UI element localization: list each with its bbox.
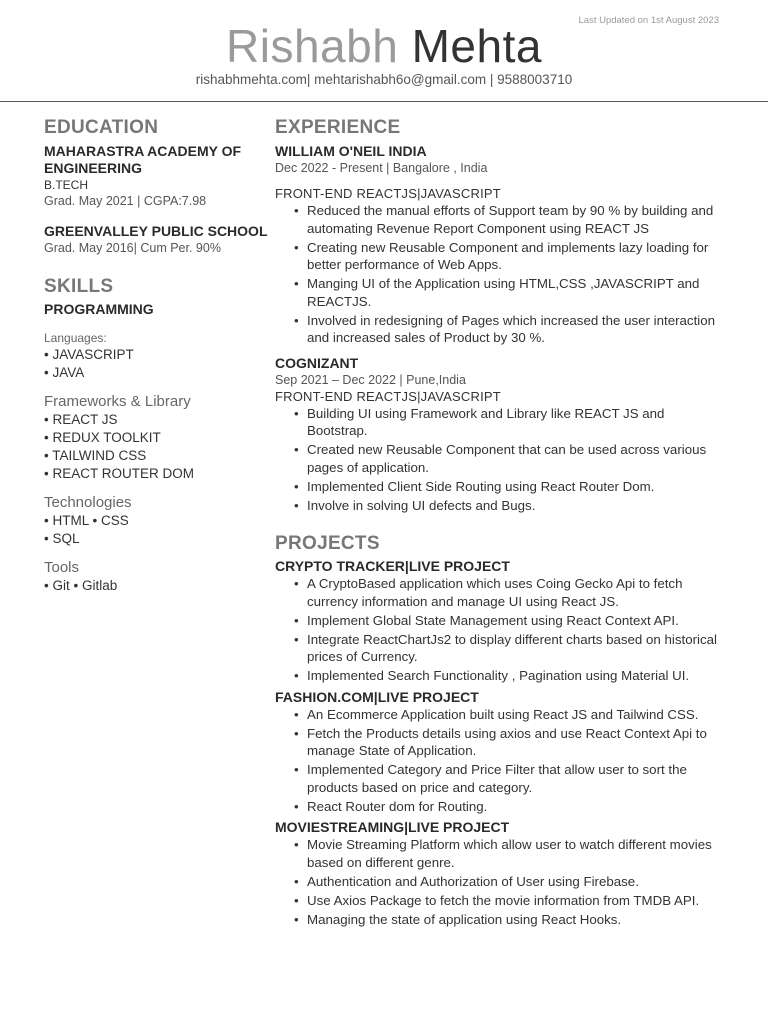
skills-title: SKILLS	[44, 276, 114, 297]
frameworks-label: Frameworks & Library	[44, 393, 191, 410]
list-item: • REACT ROUTER DOM	[44, 466, 194, 481]
job-role: FRONT-END REACTJS|JAVASCRIPT	[275, 186, 501, 201]
education-item	[44, 143, 269, 210]
education-detail: Grad. May 2021 | CGPA:7.98	[44, 194, 207, 208]
list-item: • TAILWIND CSS	[44, 448, 147, 463]
projects-title: PROJECTS	[275, 533, 380, 554]
list-item: • REDUX TOOLKIT	[44, 430, 161, 445]
technologies-label: Technologies	[44, 494, 132, 511]
list-item: • An Ecommerce Application built using React JS and Tailwind CSS.	[307, 706, 725, 724]
languages-label: Languages:	[44, 331, 107, 345]
list-item: • Manging UI of the Application using HTML,CSS ,JAVASCRIPT and REACTJS.	[307, 275, 725, 310]
list-item: • Created new Reusable Component that can be used across various pages of application.	[307, 441, 725, 476]
job-bullets	[275, 202, 725, 347]
project-entry	[275, 689, 725, 816]
job-dates: Dec 2022 - Present | Bangalore , India	[275, 161, 488, 175]
job-bullets	[275, 405, 725, 515]
company-name: COGNIZANT	[275, 354, 359, 371]
school-name: MAHARASTRA ACADEMY OF ENGINEERING	[44, 143, 242, 176]
right-column	[275, 116, 725, 930]
education-title: EDUCATION	[44, 117, 159, 138]
project-bullets	[275, 706, 725, 816]
left-column	[44, 116, 269, 595]
list-item: • HTML • CSS	[44, 513, 129, 528]
list-item: • JAVA	[44, 365, 85, 380]
project-name: MOVIESTREAMING|LIVE PROJECT	[275, 819, 510, 835]
education-detail: Grad. May 2016| Cum Per. 90%	[44, 241, 221, 255]
last-updated: Last Updated on 1st August 2023	[578, 15, 719, 26]
frameworks-list	[44, 411, 269, 483]
list-item: • SQL	[44, 531, 80, 546]
list-item: • React Router dom for Routing.	[307, 798, 725, 816]
first-name: Rishabh	[226, 20, 399, 72]
list-item: • Involve in solving UI defects and Bugs.	[307, 497, 725, 515]
header-divider	[0, 101, 768, 102]
project-entry	[275, 558, 725, 685]
project-name: FASHION.COM|LIVE PROJECT	[275, 688, 479, 705]
tools-list	[44, 577, 269, 595]
school-name: GREENVALLEY PUBLIC SCHOOL	[44, 223, 268, 239]
experience-title: EXPERIENCE	[275, 117, 401, 138]
tools-label: Tools	[44, 559, 80, 576]
list-item: • Implemented Client Side Routing using React Router Dom.	[307, 478, 725, 496]
project-name: CRYPTO TRACKER|LIVE PROJECT	[275, 558, 510, 574]
technologies-list	[44, 512, 269, 548]
skills-heading: PROGRAMMING	[44, 301, 154, 317]
list-item: • Managing the state of application using React Hooks.	[307, 911, 725, 929]
list-item: • Reduced the manual efforts of Support team by 90 % by building and automating Revenue Report Component using REACT JS	[307, 202, 725, 237]
list-item: • Implemented Search Functionality , Pagination using Material UI.	[307, 667, 725, 685]
list-item: • A CryptoBased application which uses Coing Gecko Api to fetch currency information and manage UI using React JS.	[307, 575, 725, 610]
job-role: FRONT-END REACTJS|JAVASCRIPT	[275, 388, 501, 404]
list-item: • Git • Gitlab	[44, 578, 118, 593]
last-name: Mehta	[411, 20, 542, 72]
list-item: • Implement Global State Management using React Context API.	[307, 612, 725, 630]
list-item: • Movie Streaming Platform which allow user to watch different movies based on different genre.	[307, 836, 725, 871]
project-bullets	[275, 575, 725, 685]
company-name: WILLIAM O'NEIL INDIA	[275, 143, 427, 159]
list-item: • Authentication and Authorization of User using Firebase.	[307, 873, 725, 891]
list-item: • Use Axios Package to fetch the movie information from TMDB API.	[307, 892, 725, 910]
contact-info[interactable]: rishabhmehta.com| mehtarishabh6o@gmail.com | 9588003710	[195, 72, 573, 87]
job-entry	[275, 355, 725, 515]
job-dates: Sep 2021 – Dec 2022 | Pune,India	[275, 372, 466, 387]
candidate-name	[0, 18, 768, 74]
list-item: • Building UI using Framework and Library like REACT JS and Bootstrap.	[307, 405, 725, 440]
list-item: • JAVASCRIPT	[44, 347, 134, 362]
project-bullets	[275, 836, 725, 928]
list-item: • REACT JS	[44, 412, 118, 427]
list-item: • Creating new Reusable Component and implements lazy loading for better performance of Web Apps.	[307, 239, 725, 274]
list-item: • Integrate ReactChartJs2 to display different charts based on historical prices of Currency.	[307, 631, 725, 666]
project-entry	[275, 819, 725, 928]
job-entry	[275, 143, 725, 347]
degree: B.TECH	[44, 178, 89, 192]
list-item: • Fetch the Products details using axios and use React Context Api to manage State of Application.	[307, 725, 725, 760]
languages-list	[44, 346, 269, 382]
list-item: • Implemented Category and Price Filter that allow user to sort the products based on price and category.	[307, 761, 725, 796]
education-item	[44, 223, 269, 257]
list-item: • Involved in redesigning of Pages which increased the user interaction and increased sales of Product by 30 %.	[307, 312, 725, 347]
